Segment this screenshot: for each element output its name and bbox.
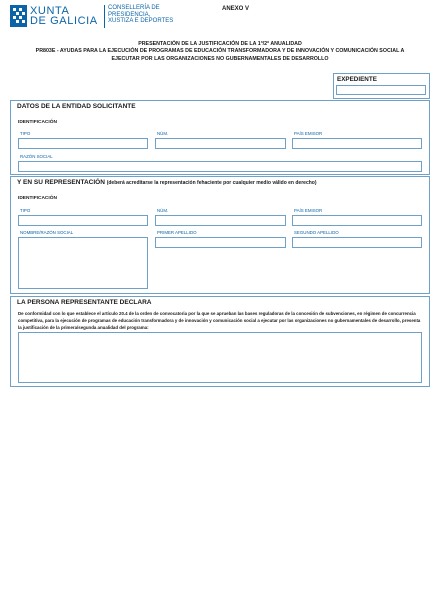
second-surname-field[interactable]: [292, 237, 422, 248]
number-field[interactable]: [155, 215, 286, 226]
company-name-label: RAZÓN SOCIAL: [20, 154, 53, 159]
identification-subtitle: IDENTIFICACIÓN: [18, 196, 57, 201]
number-label: NÚM.: [157, 208, 169, 213]
xunta-logo: [10, 5, 180, 29]
title-line-1: PRESENTACIÓN DE LA JUSTIFICACIÓN DE LA 1ª/2ª ANUALIDAD: [138, 41, 302, 47]
identification-subtitle: IDENTIFICACIÓN: [18, 120, 57, 125]
logo-text: XUNTA DE GALICIA: [30, 5, 98, 27]
type-label: TIPO: [20, 208, 31, 213]
expediente-field[interactable]: [336, 85, 426, 95]
declaration-section: [10, 296, 430, 387]
section-title-main: Y EN SU REPRESENTACIÓN: [17, 179, 105, 186]
country-label: PAÍS EMISOR: [294, 208, 323, 213]
name-field[interactable]: [18, 237, 148, 289]
country-label: PAÍS EMISOR: [294, 131, 323, 136]
country-field[interactable]: [292, 138, 422, 149]
section-title: DATOS DE LA ENTIDAD SOLICITANTE: [17, 103, 136, 110]
company-name-field[interactable]: [18, 161, 422, 172]
name-label: NOMBRE/RAZÓN SOCIAL: [20, 230, 74, 235]
galicia-flag-icon: [10, 5, 27, 27]
department-name: CONSELLERÍA DE PRESIDENCIA, XUSTIZA E DEPORTES: [108, 5, 174, 25]
number-label: NÚM.: [157, 131, 169, 136]
logo-divider: [104, 5, 105, 28]
type-field[interactable]: [18, 215, 148, 226]
second-surname-label: SEGUNDO APELLIDO: [294, 230, 339, 235]
expediente-label: EXPEDIENTE: [337, 76, 377, 83]
section-title: [17, 179, 317, 186]
type-field[interactable]: [18, 138, 148, 149]
annex-label: ANEXO V: [222, 6, 250, 12]
number-field[interactable]: [155, 138, 286, 149]
representation-note: (deberá acreditarse la representación fehaciente por cualquier medio válido en derecho): [106, 180, 317, 186]
title-line-2: PR803E - AYUDAS PARA LA EJECUCIÓN DE PROGRAMAS DE EDUCACIÓN TRANSFORMADORA Y DE INNOVACIÓN Y COMUNICACIÓN SOCIAL A: [35, 48, 405, 55]
title-line-3: EJECUTAR POR LAS ORGANIZACIONES NO GUBERNAMENTALES DE DESARROLLO: [111, 55, 329, 62]
first-surname-field[interactable]: [155, 237, 286, 248]
declaration-text: De conformidad con lo que establece el artículo 20.4 de la orden de convocatoria por la que se aprueban las bases reguladoras de la concesión de subvenciones, en régimen de concurrencia competitiva, para la ejecución de programas de educación transformadora y de innovación y comunicación social a ejecutar por las organizaciones no gubernamentales de desarrollo, presenta la justificación de la primera/segunda anualidad del programa:: [18, 311, 421, 331]
document-title: [20, 41, 420, 63]
section-title: LA PERSONA REPRESENTANTE DECLARA: [17, 299, 152, 306]
country-field[interactable]: [292, 215, 422, 226]
representative-section: [10, 176, 430, 294]
declaration-field[interactable]: [18, 332, 422, 383]
applicant-section: [10, 100, 430, 175]
first-surname-label: PRIMER APELLIDO: [157, 230, 197, 235]
expediente-box: [333, 73, 430, 99]
type-label: TIPO: [20, 131, 31, 136]
